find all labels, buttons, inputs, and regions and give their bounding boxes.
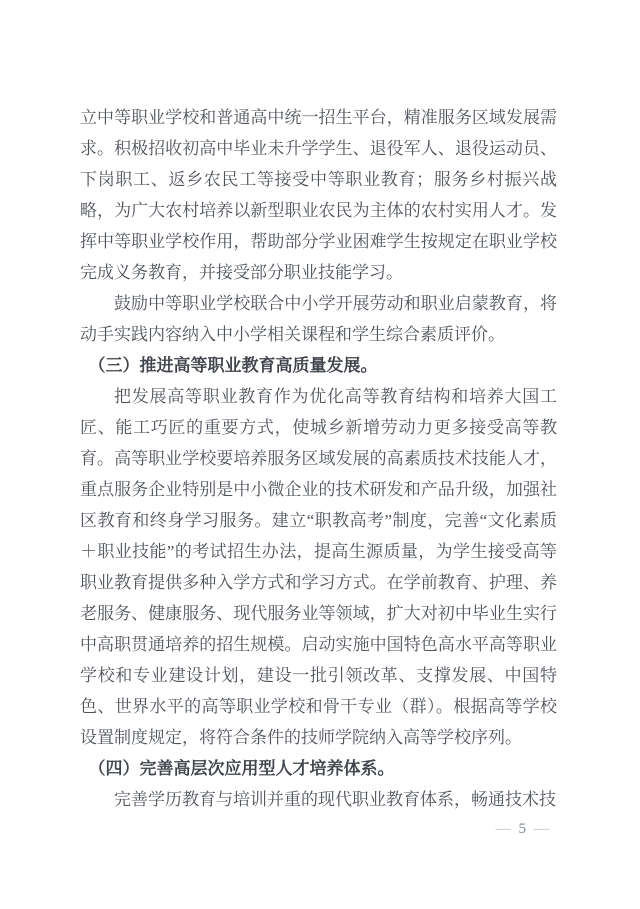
page-footer bbox=[80, 818, 557, 840]
body-paragraph: 鼓励中等职业学校联合中小学开展劳动和职业启蒙教育，将动手实践内容纳入中小学相关课程和学生综合素质评价。 bbox=[80, 294, 557, 344]
document-body bbox=[80, 102, 557, 815]
page-number-dash-left: — bbox=[495, 821, 513, 837]
section-heading: （四）完善高层次应用型人才培养体系。 bbox=[88, 759, 395, 778]
page-number: 5 bbox=[518, 821, 528, 837]
page-number-dash-right: — bbox=[534, 821, 551, 837]
body-paragraph: 立中等职业学校和普通高中统一招生平台，精准服务区域发展需求。积极招收初高中毕业未升学学生、退役军人、退役运动员、下岗职工、返乡农民工等接受中等职业教育；服务乡村振兴战略，为广大农村培养以新型职业农民为主体的农村实用人才。发挥中等职业学校作用，帮助部分学业困难学生按规定在职业学校完成义务教育，并接受部分职业技能学习。 bbox=[80, 108, 557, 282]
body-paragraph: 完善学历教育与培训并重的现代职业教育体系，畅通技术技 bbox=[114, 790, 556, 809]
section-heading: （三）推进高等职业教育高质量发展。 bbox=[88, 356, 378, 375]
body-paragraph: 把发展高等职业教育作为优化高等教育结构和培养大国工匠、能工巧匠的重要方式，使城乡新增劳动力更多接受高等教育。高等职业学校要培养服务区域发展的高素质技术技能人才，重点服务企业特别是中小微企业的技术研发和产品升级，加强社区教育和终身学习服务。建立“职教高考”制度，完善“文化素质＋职业技能”的考试招生办法，提高生源质量，为学生接受高等职业教育提供多种入学方式和学习方式。在学前教育、护理、养老服务、健康服务、现代服务业等领域，扩大对初中毕业生实行中高职贯通培养的招生规模。启动实施中国特色高水平高等职业学校和专业建设计划，建设一批引领改革、支撑发展、中国特色、世界水平的高等职业学校和骨干专业（群）。根据高等学校设置制度规定，将符合条件的技师学院纳入高等学校序列。 bbox=[80, 387, 557, 747]
